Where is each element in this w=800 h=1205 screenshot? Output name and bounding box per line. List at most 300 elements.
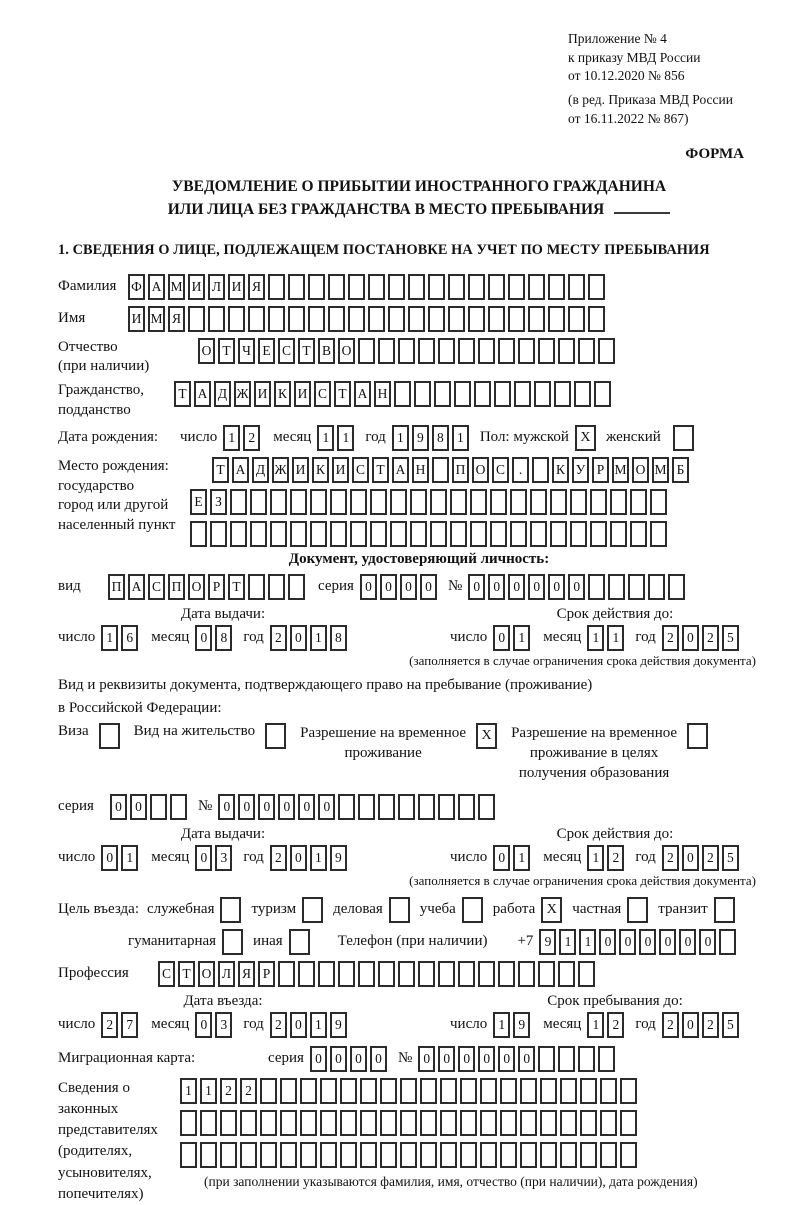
- representatives-rows: [180, 1078, 698, 1190]
- form-cell: 1: [559, 929, 576, 955]
- form-cell: [430, 521, 447, 547]
- form-cell: 0: [468, 574, 485, 600]
- form-cell: А: [232, 457, 249, 483]
- form-cell: [170, 794, 187, 820]
- purpose-item-label: туризм: [251, 901, 297, 918]
- form-cell: [610, 489, 627, 515]
- form-cell: 0: [101, 845, 118, 871]
- field-representatives: [58, 1078, 780, 1205]
- form-cell: Н: [412, 457, 429, 483]
- form-cell: 1: [200, 1078, 217, 1104]
- entry-day-cells: [101, 1012, 141, 1038]
- permit-number-cells: [218, 794, 498, 820]
- form-cell: [378, 338, 395, 364]
- form-title-line1: УВЕДОМЛЕНИЕ О ПРИБЫТИИ ИНОСТРАННОГО ГРАЖДАНИНА: [171, 178, 667, 196]
- form-cell: [518, 338, 535, 364]
- form-cell: О: [632, 457, 649, 483]
- form-cell: [268, 274, 285, 300]
- form-cell: [260, 1078, 277, 1104]
- form-cell: [348, 274, 365, 300]
- permit-issue-month-cells: [195, 845, 235, 871]
- form-cell: [520, 1078, 537, 1104]
- form-cell: [250, 521, 267, 547]
- form-cell: [320, 1078, 337, 1104]
- stay-year-cells: [662, 1012, 742, 1038]
- form-cell: 5: [722, 625, 739, 651]
- form-cell: [180, 1142, 197, 1168]
- form-cell: У: [572, 457, 589, 483]
- purpose-official-checkbox: [220, 897, 241, 923]
- form-cell: [590, 489, 607, 515]
- stay-day-cells: [493, 1012, 533, 1038]
- form-cell: [380, 1078, 397, 1104]
- form-cell: С: [158, 961, 175, 987]
- form-cell: 8: [330, 625, 347, 651]
- form-cell: 2: [270, 845, 287, 871]
- form-cell: И: [294, 381, 311, 407]
- form-cell: [570, 521, 587, 547]
- form-cell: 1: [587, 1012, 604, 1038]
- form-title: [58, 175, 780, 222]
- form-cell: 0: [528, 574, 545, 600]
- form-cell: [208, 306, 225, 332]
- form-cell: 2: [662, 1012, 679, 1038]
- phone-cells: [539, 929, 739, 955]
- form-cell: [200, 1110, 217, 1136]
- permit-valid-month-cells: [587, 845, 627, 871]
- form-cell: 0: [518, 1046, 535, 1072]
- form-cell: 8: [215, 625, 232, 651]
- form-cell: 1: [579, 929, 596, 955]
- form-cell: 0: [478, 1046, 495, 1072]
- form-cell: А: [128, 574, 145, 600]
- form-cell: [340, 1110, 357, 1136]
- form-cell: [458, 338, 475, 364]
- form-cell: 0: [599, 929, 616, 955]
- phone-prefix: +7: [517, 933, 534, 950]
- month-label: месяц: [543, 629, 582, 646]
- permit-series-label: серия: [58, 798, 94, 815]
- form-cell: Р: [208, 574, 225, 600]
- entry-year-cells: [270, 1012, 350, 1038]
- form-cell: [398, 338, 415, 364]
- form-cell: [600, 1110, 617, 1136]
- valid-year-cells: [662, 625, 742, 651]
- valid-month-cells: [587, 625, 627, 651]
- form-cell: [620, 1078, 637, 1104]
- form-cell: 5: [722, 1012, 739, 1038]
- form-cell: [480, 1078, 497, 1104]
- form-cell: Т: [228, 574, 245, 600]
- form-cell: 0: [682, 845, 699, 871]
- form-cell: [534, 381, 551, 407]
- form-cell: 0: [258, 794, 275, 820]
- form-cell: [210, 521, 227, 547]
- doc-number-cells: [468, 574, 688, 600]
- form-cell: [540, 1142, 557, 1168]
- purpose-work-checkbox: X: [541, 897, 562, 923]
- sex-male-label: Пол: мужской: [479, 429, 569, 446]
- issue-month-cells: [195, 625, 235, 651]
- form-cell: [460, 1142, 477, 1168]
- form-cell: [598, 1046, 615, 1072]
- form-cell: [600, 1142, 617, 1168]
- form-cell: О: [472, 457, 489, 483]
- field-purpose-row2: [128, 929, 780, 955]
- form-cell: [490, 521, 507, 547]
- form-cell: 2: [607, 845, 624, 871]
- purpose-label: Цель въезда:: [58, 901, 139, 918]
- form-cell: [308, 274, 325, 300]
- section1-heading: 1. СВЕДЕНИЯ О ЛИЦЕ, ПОДЛЕЖАЩЕМ ПОСТАНОВКЕ НА УЧЕТ ПО МЕСТУ ПРЕБЫВАНИЯ: [58, 241, 710, 258]
- form-cell: [260, 1142, 277, 1168]
- form-cell: 0: [699, 929, 716, 955]
- form-cell: [290, 489, 307, 515]
- form-cell: И: [292, 457, 309, 483]
- form-cell: 9: [330, 845, 347, 871]
- form-cell: 0: [458, 1046, 475, 1072]
- field-birth-date: [58, 425, 780, 451]
- form-cell: [440, 1078, 457, 1104]
- form-cell: [280, 1110, 297, 1136]
- form-cell: 2: [702, 845, 719, 871]
- form-cell: 0: [380, 574, 397, 600]
- form-cell: [260, 1110, 277, 1136]
- form-cell: А: [392, 457, 409, 483]
- form-cell: [250, 489, 267, 515]
- form-cell: [470, 489, 487, 515]
- form-cell: [560, 1078, 577, 1104]
- form-cell: [400, 1142, 417, 1168]
- form-cell: 0: [418, 1046, 435, 1072]
- form-cell: [528, 306, 545, 332]
- form-cell: И: [188, 274, 205, 300]
- year-label: год: [243, 1016, 264, 1033]
- visa-label: Виза: [58, 722, 89, 739]
- form-cell: 9: [412, 425, 429, 451]
- form-cell: [558, 1046, 575, 1072]
- form-cell: М: [652, 457, 669, 483]
- form-cell: [318, 961, 335, 987]
- form-cell: [450, 489, 467, 515]
- form-cell: [540, 1110, 557, 1136]
- form-cell: 9: [513, 1012, 530, 1038]
- purpose-tourism-checkbox: [302, 897, 323, 923]
- form-cell: С: [148, 574, 165, 600]
- identity-doc-date-heads: [58, 606, 780, 623]
- form-cell: П: [108, 574, 125, 600]
- permit-issue-day-cells: [101, 845, 141, 871]
- permit-number-label: №: [198, 798, 213, 815]
- form-cell: Т: [218, 338, 235, 364]
- form-cell: [240, 1110, 257, 1136]
- doc-kind-label: вид: [58, 578, 81, 595]
- sex-female-label: женский: [605, 429, 661, 446]
- form-cell: [498, 338, 515, 364]
- form-cell: [370, 489, 387, 515]
- month-label: месяц: [151, 1016, 190, 1033]
- representatives-note: (при заполнении указываются фамилия, имя, отчество (при наличии), дата рождения): [204, 1173, 698, 1189]
- month-label: месяц: [273, 429, 312, 446]
- form-cell: [290, 521, 307, 547]
- form-cell: [270, 489, 287, 515]
- field-patronymic: [58, 338, 780, 378]
- entry-dates: [58, 1012, 780, 1038]
- form-cell: [400, 1078, 417, 1104]
- form-cell: [350, 521, 367, 547]
- form-cell: [358, 338, 375, 364]
- doc-series-cells: [360, 574, 440, 600]
- form-cell: [554, 381, 571, 407]
- form-cell: [620, 1110, 637, 1136]
- birthplace-row1: [212, 457, 692, 483]
- representatives-label: Сведения о законных представителях (родителях, усыновителях, попечителях): [58, 1079, 158, 1203]
- form-cell: [510, 489, 527, 515]
- purpose-item-label: служебная: [146, 901, 215, 918]
- form-cell: Я: [248, 274, 265, 300]
- form-cell: [180, 1110, 197, 1136]
- form-cell: [538, 1046, 555, 1072]
- representatives-row3: [180, 1142, 698, 1168]
- form-cell: 1: [587, 845, 604, 871]
- form-cell: Т: [298, 338, 315, 364]
- representatives-row1: [180, 1078, 698, 1104]
- form-cell: 0: [498, 1046, 515, 1072]
- form-cell: [338, 961, 355, 987]
- form-cell: 0: [639, 929, 656, 955]
- form-cell: [594, 381, 611, 407]
- form-cell: [488, 274, 505, 300]
- form-cell: [434, 381, 451, 407]
- form-cell: Е: [258, 338, 275, 364]
- firstname-cells: [128, 306, 608, 332]
- residence-permit-label: Вид на жительство: [133, 722, 256, 739]
- form-cell: [220, 1110, 237, 1136]
- form-cell: [320, 1110, 337, 1136]
- form-cell: [400, 1110, 417, 1136]
- migration-series-cells: [310, 1046, 390, 1072]
- form-cell: [300, 1110, 317, 1136]
- form-cell: [620, 1142, 637, 1168]
- form-cell: [438, 961, 455, 987]
- form-cell: [532, 457, 549, 483]
- edu-permit-checkbox: [687, 723, 708, 749]
- form-cell: 1: [310, 625, 327, 651]
- day-label: число: [58, 849, 96, 866]
- purpose-transit-checkbox: [714, 897, 735, 923]
- form-cell: [474, 381, 491, 407]
- form-cell: [300, 1078, 317, 1104]
- form-cell: Н: [374, 381, 391, 407]
- form-cell: И: [254, 381, 271, 407]
- entry-date-head: Дата въезда:: [183, 992, 263, 1009]
- field-firstname: [58, 306, 780, 332]
- valid-date-head: Срок действия до:: [556, 825, 674, 842]
- profession-cells: [158, 961, 598, 987]
- form-title-line2: ИЛИ ЛИЦА БЕЗ ГРАЖДАНСТВА В МЕСТО ПРЕБЫВАНИЯ: [58, 198, 780, 221]
- form-cell: [368, 274, 385, 300]
- form-cell: 2: [270, 1012, 287, 1038]
- form-cell: А: [354, 381, 371, 407]
- form-cell: 0: [350, 1046, 367, 1072]
- form-cell: 8: [432, 425, 449, 451]
- form-cell: [350, 489, 367, 515]
- birth-month-cells: [317, 425, 357, 451]
- form-cell: [440, 1142, 457, 1168]
- form-cell: 1: [392, 425, 409, 451]
- form-cell: [380, 1110, 397, 1136]
- form-cell: [308, 306, 325, 332]
- form-cell: [360, 1078, 377, 1104]
- form-cell: [488, 306, 505, 332]
- day-label: число: [58, 629, 96, 646]
- form-cell: [414, 381, 431, 407]
- temp-permit-label: Разрешение на временное проживание: [300, 724, 467, 762]
- purpose-private-checkbox: [627, 897, 648, 923]
- form-cell: [368, 306, 385, 332]
- citizenship-label: Гражданство, подданство: [58, 382, 145, 419]
- form-cell: [610, 521, 627, 547]
- form-cell: 0: [679, 929, 696, 955]
- form-cell: 0: [659, 929, 676, 955]
- form-cell: Е: [190, 489, 207, 515]
- form-cell: 1: [180, 1078, 197, 1104]
- form-cell: [358, 794, 375, 820]
- form-cell: [348, 306, 365, 332]
- form-cell: [388, 274, 405, 300]
- form-cell: Р: [258, 961, 275, 987]
- form-cell: А: [148, 274, 165, 300]
- form-cell: 1: [310, 1012, 327, 1038]
- form-cell: [538, 961, 555, 987]
- form-cell: 0: [493, 625, 510, 651]
- form-cell: [418, 794, 435, 820]
- form-cell: [190, 521, 207, 547]
- form-cell: [410, 489, 427, 515]
- form-cell: [410, 521, 427, 547]
- migration-series-label: серия: [268, 1050, 304, 1067]
- permit-valid-year-cells: [662, 845, 742, 871]
- year-label: год: [243, 849, 264, 866]
- form-cell: [248, 574, 265, 600]
- form-cell: О: [188, 574, 205, 600]
- form-cell: [420, 1078, 437, 1104]
- form-cell: 0: [682, 625, 699, 651]
- field-identity-doc: [58, 574, 780, 600]
- form-cell: [418, 338, 435, 364]
- form-cell: [719, 929, 736, 955]
- day-label: число: [450, 629, 488, 646]
- form-cell: [548, 274, 565, 300]
- form-cell: 0: [298, 794, 315, 820]
- form-cell: Т: [334, 381, 351, 407]
- form-cell: [228, 306, 245, 332]
- form-cell: С: [352, 457, 369, 483]
- form-cell: 0: [370, 1046, 387, 1072]
- form-cell: 1: [452, 425, 469, 451]
- appendix-note: (в ред. Приказа МВД России: [568, 91, 733, 107]
- permit-valid-day-cells: [493, 845, 533, 871]
- form-cell: 1: [607, 625, 624, 651]
- form-cell: 0: [130, 794, 147, 820]
- form-cell: [650, 521, 667, 547]
- form-cell: [520, 1142, 537, 1168]
- form-cell: 0: [568, 574, 585, 600]
- form-cell: [508, 274, 525, 300]
- form-cell: [398, 961, 415, 987]
- form-cell: Я: [238, 961, 255, 987]
- form-cell: 1: [513, 625, 530, 651]
- year-label: год: [635, 629, 656, 646]
- form-cell: [428, 306, 445, 332]
- form-cell: [478, 961, 495, 987]
- form-cell: [560, 1142, 577, 1168]
- form-cell: [458, 794, 475, 820]
- doc-number-label: №: [447, 578, 463, 595]
- form-cell: [510, 521, 527, 547]
- field-profession: [58, 961, 780, 987]
- form-cell: 0: [508, 574, 525, 600]
- form-cell: 2: [702, 625, 719, 651]
- form-cell: 2: [607, 1012, 624, 1038]
- form-cell: [378, 794, 395, 820]
- form-cell: Ж: [272, 457, 289, 483]
- visa-checkbox: [99, 723, 120, 749]
- form-cell: 9: [330, 1012, 347, 1038]
- appendix-line: Приложение № 4: [568, 31, 667, 46]
- form-cell: [468, 274, 485, 300]
- permit-date-heads: [58, 826, 780, 843]
- issue-day-cells: [101, 625, 141, 651]
- appendix-header: [568, 30, 780, 128]
- form-cell: М: [612, 457, 629, 483]
- form-cell: Т: [174, 381, 191, 407]
- form-cell: 0: [290, 625, 307, 651]
- identity-doc-dates: [58, 625, 780, 651]
- form-cell: [570, 489, 587, 515]
- form-cell: О: [338, 338, 355, 364]
- form-cell: [574, 381, 591, 407]
- purpose-item-label: деловая: [333, 901, 383, 918]
- form-cell: [420, 1110, 437, 1136]
- form-cell: [550, 521, 567, 547]
- form-cell: [588, 574, 605, 600]
- form-cell: 2: [662, 845, 679, 871]
- form-cell: [328, 306, 345, 332]
- temp-permit-checkbox: X: [476, 723, 497, 749]
- form-cell: [288, 274, 305, 300]
- form-cell: [360, 1142, 377, 1168]
- form-cell: [390, 489, 407, 515]
- form-cell: А: [194, 381, 211, 407]
- form-cell: [460, 1078, 477, 1104]
- form-cell: [340, 1142, 357, 1168]
- form-label: ФОРМА: [685, 146, 744, 163]
- form-cell: [432, 457, 449, 483]
- form-cell: [438, 794, 455, 820]
- month-label: месяц: [543, 1016, 582, 1033]
- form-cell: [268, 574, 285, 600]
- appendix-line: от 10.12.2020 № 856: [568, 68, 685, 84]
- form-cell: [448, 274, 465, 300]
- form-cell: 1: [513, 845, 530, 871]
- form-cell: Ж: [234, 381, 251, 407]
- form-cell: [478, 794, 495, 820]
- form-cell: И: [228, 274, 245, 300]
- birthplace-row3: [190, 521, 692, 547]
- phone-label: Телефон (при наличии): [337, 933, 488, 950]
- form-cell: [438, 338, 455, 364]
